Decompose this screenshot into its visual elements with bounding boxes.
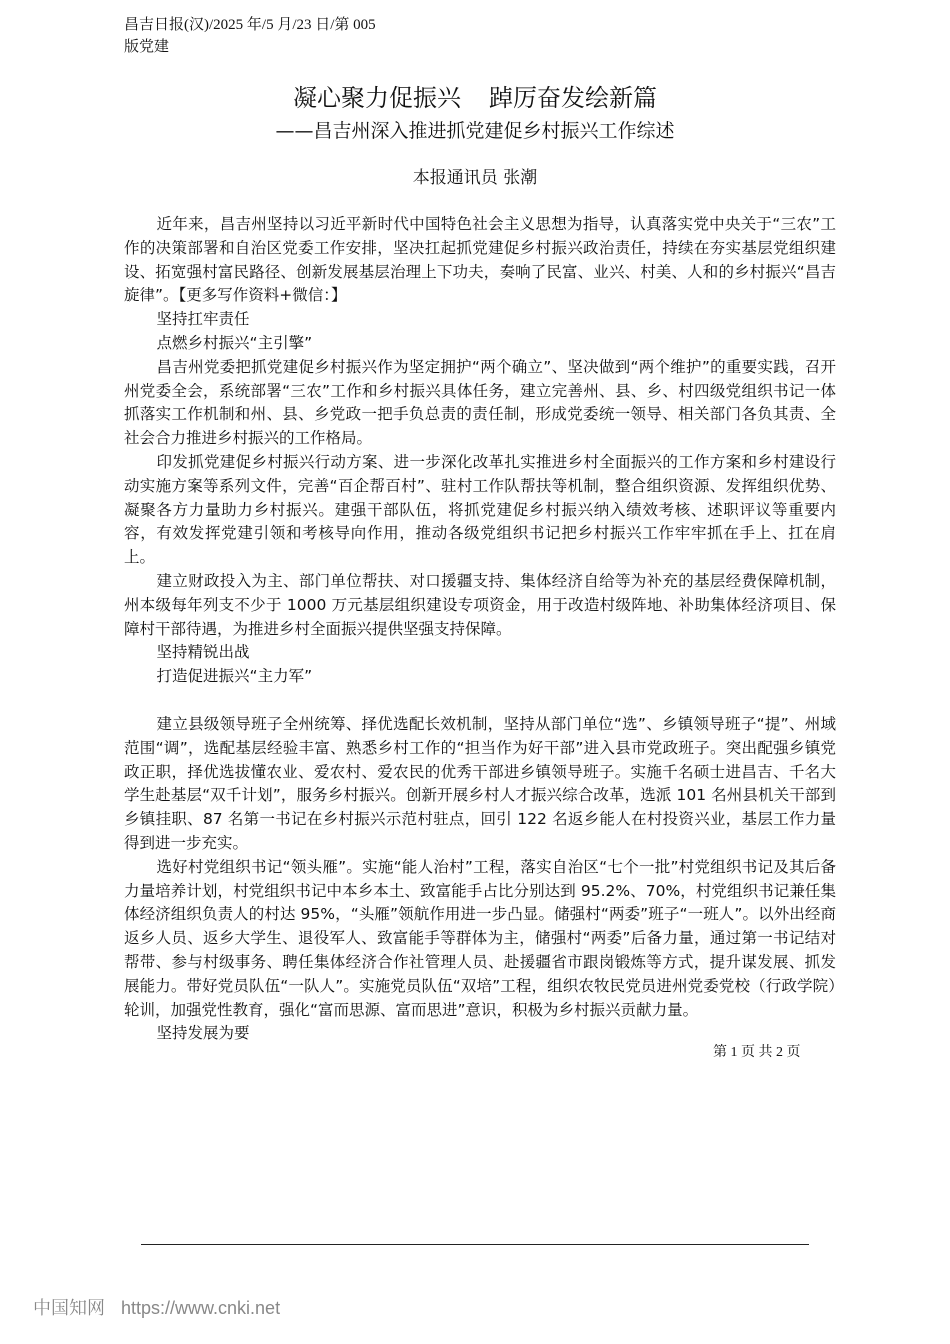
article-subtitle: ——昌吉州深入推进抓党建促乡村振兴工作综述 bbox=[275, 120, 675, 142]
title-part-2: 踔厉奋发绘新篇 bbox=[489, 84, 657, 112]
article-title bbox=[0, 82, 950, 114]
section-heading-2a: 坚持精锐出战 bbox=[156, 643, 250, 662]
paragraph-intro: 近年来，昌吉州坚持以习近平新时代中国特色社会主义思想为指导，认真落实党中央关于“三农”工作的决策部署和自治区党委工作安排，坚决扛起抓党建促乡村振兴政治责任，持续在夯实基层党组织建设、拓宽强村富民路径、创新发展基层治理上下功夫，奏响了民富、业兴、村美、人和的乡村振兴“昌吉旋律”。【更多写作资料+微信：】 bbox=[124, 215, 836, 305]
source-info bbox=[124, 14, 376, 58]
section-heading-1b: 点燃乡村振兴“主引擎” bbox=[156, 333, 313, 352]
cnki-logo-text: 中国知网 bbox=[33, 1298, 105, 1318]
article-body bbox=[124, 213, 836, 1046]
section-heading-2b: 打造促进振兴“主力军” bbox=[156, 667, 313, 686]
footer-watermark bbox=[33, 1294, 280, 1320]
paragraph: 选好村党组织书记“领头雁”。实施“能人治村”工程，落实自治区“七个一批”村党组织书记及其后备力量培养计划，村党组织书记中本乡本土、致富能手占比分别达到 95.2%、70%，村党组织书记兼任集体经济组织负责人的村达 95%，“头雁”领航作用进一步凸显。储强村“两委”班子“一班人”。以外出经商返乡人员、返乡大学生、退役军人、致富能手等群体为主，储强村“两委”后备力量，通过第一书记结对帮带、参与村级事务、聘任集体经济合作社管理人员、赴援疆省市跟岗锻炼等方式，提升谋发展、抓发展能力。带好党员队伍“一队人”。实施党员队伍“双培”工程，组织农牧民党员进州党委党校（行政学院）轮训，加强党性教育，强化“富而思源、富而思进”意识，积极为乡村振兴贡献力量。 bbox=[124, 857, 836, 1019]
paragraph: 印发抓党建促乡村振兴行动方案、进一步深化改革扎实推进乡村全面振兴的工作方案和乡村建设行动实施方案等系列文件，完善“百企帮百村”、驻村工作队帮扶等机制，整合组织资源、发挥组织优势、凝聚各方力量助力乡村振兴。建强干部队伍，将抓党建促乡村振兴纳入绩效考核、述职评议等重要内容，有效发挥党建引领和考核导向作用，推动各级党组织书记把乡村振兴工作牢牢抓在手上、扛在肩上。 bbox=[124, 452, 836, 567]
page-number: 第 1 页 共 2 页 bbox=[713, 1045, 801, 1060]
paragraph: 建立县级领导班子全州统筹、择优选配长效机制，坚持从部门单位“选”、乡镇领导班子“提”、州域范围“调”，选配基层经验丰富、熟悉乡村工作的“担当作为好干部”进入县市党政班子。突出配强乡镇党政正职，择优选拔懂农业、爱农村、爱农民的优秀干部进乡镇领导班子。实施千名硕士进昌吉、千名大学生赴基层“双千计划”，服务乡村振兴。创新开展乡村人才振兴综合改革，选派 101 名州县机关干部到乡镇挂职、87 名第一书记在乡村振兴示范村驻点，回引 122 名返乡能人在村投资兴业，基层工作力量得到进一步充实。 bbox=[124, 714, 836, 852]
paragraph: 建立财政投入为主、部门单位帮扶、对口援疆支持、集体经济自给等为补充的基层经费保障机制，州本级每年列支不少于 1000 万元基层组织建设专项资金，用于改造村级阵地、补助集体经济项目、保障村干部待遇，为推进乡村全面振兴提供坚强支持保障。 bbox=[124, 571, 836, 638]
blank-line bbox=[124, 689, 836, 713]
footer-divider bbox=[141, 1244, 809, 1245]
source-line: 昌吉日报(汉)/2025 年/5 月/23 日/第 005 bbox=[124, 17, 376, 33]
paragraph: 昌吉州党委把抓党建促乡村振兴作为坚定拥护“两个确立”、坚决做到“两个维护”的重要实践，召开州党委全会，系统部署“三农”工作和乡村振兴具体任务，建立完善州、县、乡、村四级党组织书记一体抓落实工作机制和州、县、乡党政一把手负总责的责任制，形成党委统一领导、相关部门各负其责、全社会合力推进乡村振兴的工作格局。 bbox=[124, 357, 836, 448]
section-heading-1a: 坚持扛牢责任 bbox=[156, 310, 250, 329]
section-label: 版党建 bbox=[124, 39, 170, 55]
section-heading-3a: 坚持发展为要 bbox=[156, 1024, 250, 1043]
title-part-1: 凝心聚力促振兴 bbox=[293, 84, 461, 112]
byline: 本报通讯员 张潮 bbox=[412, 168, 538, 188]
cnki-url[interactable]: https://www.cnki.net bbox=[121, 1298, 281, 1318]
